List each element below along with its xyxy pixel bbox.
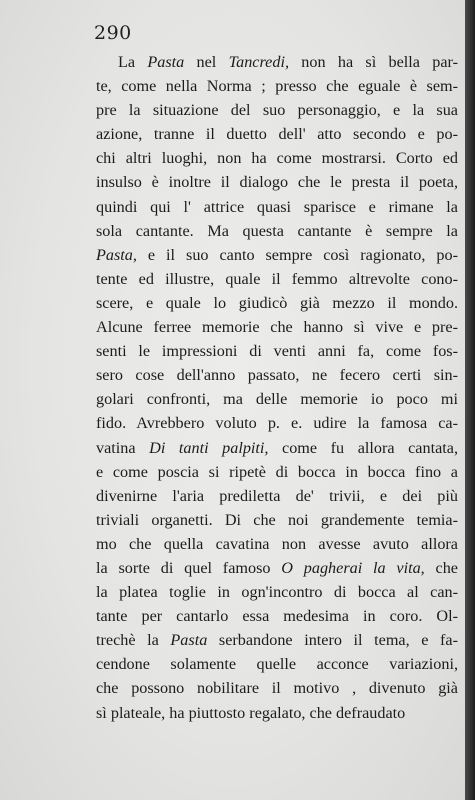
text-run: sì plateale, ha piuttosto regalato, che defraudato xyxy=(96,703,406,722)
text-run: trechè la xyxy=(96,631,171,650)
text-run: azione, tranne il duetto dell' atto secondo e po- xyxy=(96,125,458,144)
text-line xyxy=(96,508,458,532)
text-line xyxy=(96,532,458,556)
text-run: divenirne l'aria prediletta de' trivii, e dei più xyxy=(96,486,458,505)
text-run: chi altri luoghi, non ha come mostrarsi. Corto ed xyxy=(96,149,458,168)
text-run: la platea toglie in ogn'incontro di bocca al can- xyxy=(96,583,458,602)
text-run: e come poscia si ripetè di bocca in bocca fino a xyxy=(96,462,458,481)
text-run: te, come nella Norma ; presso che eguale è sem- xyxy=(96,77,458,96)
text-line xyxy=(96,219,458,243)
text-line xyxy=(96,556,458,580)
text-line xyxy=(96,195,458,219)
text-run: insulso è inoltre il dialogo che le presta il poeta, xyxy=(96,173,458,192)
text-run: e il suo canto sempre così ragionato, po- xyxy=(136,245,458,264)
text-line xyxy=(96,291,458,315)
text-run: tante per cantarlo essa medesima in coro. Ol- xyxy=(96,607,458,626)
text-line xyxy=(96,170,458,194)
text-line xyxy=(96,315,458,339)
text-line xyxy=(96,122,458,146)
text-run: che xyxy=(424,558,458,577)
italic-text: Pasta, xyxy=(96,245,137,264)
text-line xyxy=(96,267,458,291)
text-line xyxy=(96,243,458,267)
italic-text: O pagherai la vita, xyxy=(281,558,425,577)
text-line xyxy=(96,652,458,676)
body-text xyxy=(96,50,458,725)
text-run: nel xyxy=(184,53,229,71)
text-line xyxy=(96,339,458,363)
text-run: sola cantante. Ma questa cantante è sempre la xyxy=(96,221,458,240)
italic-text: Tancredi, xyxy=(228,53,290,71)
text-run: scere, e quale lo giudicò già mezzo il mondo. xyxy=(96,293,458,312)
text-line xyxy=(96,387,458,411)
text-line xyxy=(96,411,458,435)
text-line xyxy=(96,676,458,700)
text-run: come fu allora cantata, xyxy=(268,438,458,457)
text-line xyxy=(96,484,458,508)
text-run: sero cose dell'anno passato, ne fecero certi sin- xyxy=(96,366,458,385)
italic-text: Di tanti palpiti, xyxy=(149,438,269,457)
text-line xyxy=(96,98,458,122)
italic-text: Pasta xyxy=(170,631,208,650)
text-line xyxy=(96,50,458,74)
text-run: golari confronti, ma delle memorie io poco mi xyxy=(96,390,458,409)
text-line xyxy=(96,363,458,387)
text-line xyxy=(96,628,458,652)
text-line xyxy=(96,580,458,604)
text-run: quindi qui l' attrice quasi sparisce e rimane la xyxy=(96,197,458,216)
text-run: non ha sì bella par- xyxy=(289,53,458,71)
text-run: Alcune ferree memorie che hanno sì vive e pre- xyxy=(96,318,458,337)
text-run: senti le impressioni di venti anni fa, come fos- xyxy=(96,342,458,361)
text-line xyxy=(96,74,458,98)
text-line xyxy=(96,146,458,170)
page-edge xyxy=(465,0,475,800)
text-line xyxy=(96,460,458,484)
text-run: serbandone intero il tema, e fa- xyxy=(207,631,459,650)
text-run: vatina xyxy=(96,438,150,457)
text-run: che possono nobilitare il motivo , divenuto già xyxy=(96,679,458,698)
page-number: 290 xyxy=(94,22,132,44)
text-line xyxy=(96,436,458,460)
text-run: tente ed illustre, quale il femmo altrevolte cono- xyxy=(96,269,458,288)
text-line xyxy=(96,701,458,725)
text-run: fido. Avrebbero voluto p. e. udire la famosa ca- xyxy=(96,414,458,433)
text-run: pre la situazione del suo personaggio, e la sua xyxy=(96,101,458,120)
text-run: mo che quella cavatina non avesse avuto allora xyxy=(96,534,458,553)
italic-text: Pasta xyxy=(147,53,185,71)
text-line xyxy=(96,604,458,628)
text-run: cendone solamente quelle acconce variazioni, xyxy=(96,655,458,674)
text-run: La xyxy=(118,53,148,71)
text-run: la sorte di quel famoso xyxy=(96,558,282,577)
text-run: triviali organetti. Di che noi grandemente temia- xyxy=(96,510,458,529)
